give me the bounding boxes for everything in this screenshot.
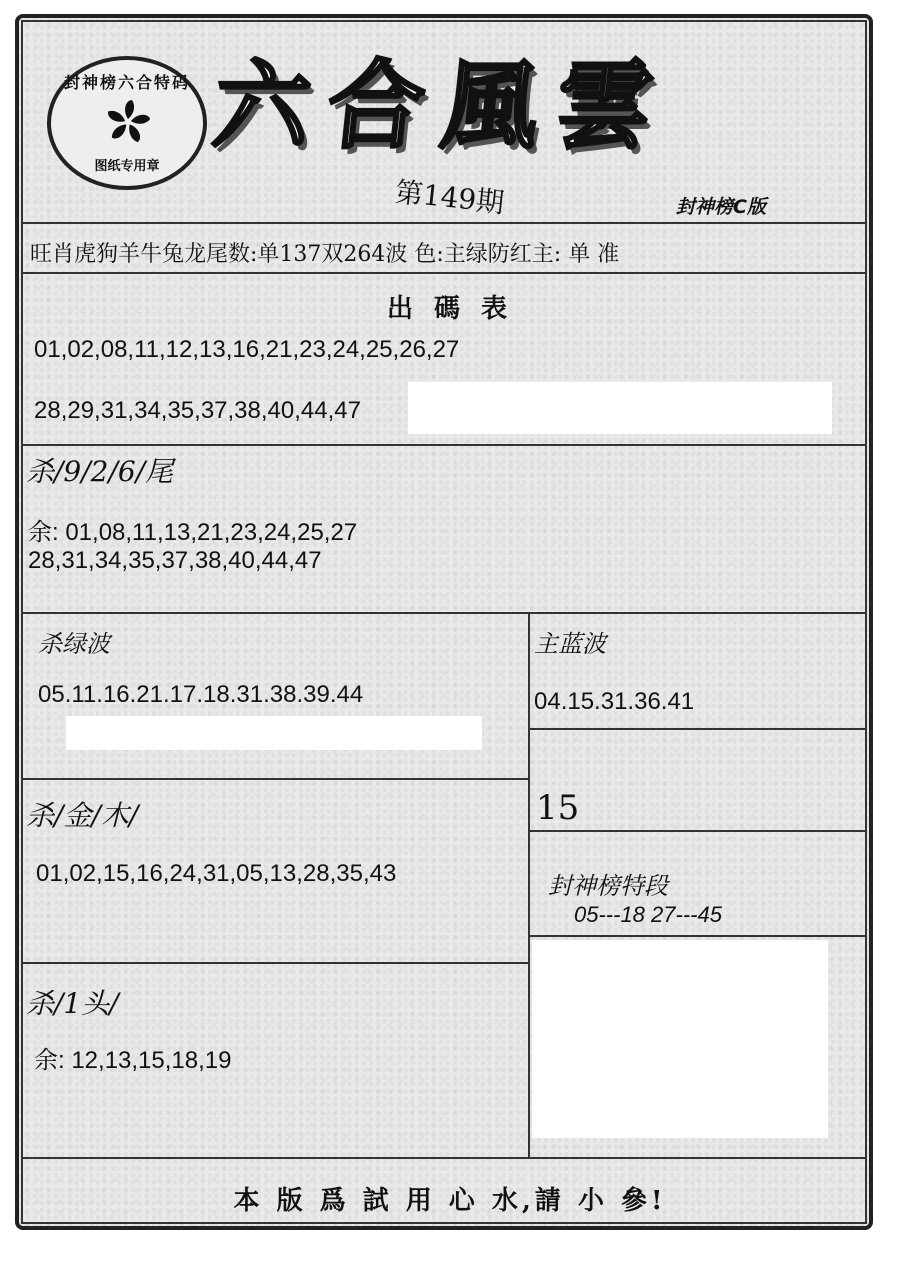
divider — [529, 830, 867, 832]
divider — [21, 1157, 867, 1159]
seal-ring-text: 封神榜六合特码 — [63, 73, 190, 92]
single-number: 15 — [536, 788, 580, 828]
kill-tail-line-2: 28,31,34,35,37,38,40,44,47 — [28, 547, 322, 574]
kill-element-numbers: 01,02,15,16,24,31,05,13,28,35,43 — [36, 860, 397, 887]
info-line: 旺肖虎狗羊牛兔龙尾数:单137双264波 色:主绿防红主: 单 准 — [30, 242, 620, 267]
special-segment-value: 05---18 27---45 — [574, 902, 722, 927]
main-blue-label: 主蓝波 — [534, 630, 606, 658]
chuma-line-2: 28,29,31,34,35,37,38,40,44,47 — [34, 397, 361, 424]
divider — [21, 962, 529, 964]
column-divider — [528, 612, 530, 1158]
chuma-line-1: 01,02,08,11,12,13,16,21,23,24,25,26,27 — [34, 336, 460, 363]
kill-head-label: 杀/1头/ — [26, 987, 119, 1020]
divider — [21, 444, 867, 446]
kill-green-numbers: 05.11.16.21.17.18.31.38.39.44 — [38, 681, 364, 708]
divider — [529, 728, 867, 730]
seal-stamp — [47, 56, 207, 190]
blank-area — [532, 940, 828, 1138]
divider — [21, 612, 867, 614]
chuma-heading: 出 碼 表 — [386, 294, 514, 324]
divider — [21, 778, 529, 780]
issue-number: 第149期 — [393, 175, 506, 220]
kill-head-numbers: 余: 12,13,15,18,19 — [34, 1047, 232, 1074]
special-segment-label: 封神榜特段 — [548, 872, 668, 900]
blank-area — [408, 382, 832, 434]
divider — [21, 222, 867, 224]
kill-element-label: 杀/金/木/ — [26, 799, 139, 832]
page-title: 六合風雲 — [208, 49, 677, 162]
bauhinia-icon — [103, 96, 153, 148]
main-blue-numbers: 04.15.31.36.41 — [534, 688, 695, 715]
kill-tail-label: 杀/9/2/6/尾 — [26, 455, 174, 488]
divider — [21, 272, 867, 274]
kill-tail-line-1: 余: 01,08,11,13,21,23,24,25,27 — [28, 519, 358, 546]
seal-bottom-text: 图纸专用章 — [94, 159, 160, 174]
edition-label: 封神榜C版 — [676, 196, 766, 218]
footer-note: 本 版 爲 試 用 心 水,請 小 參! — [233, 1186, 667, 1216]
kill-green-label: 杀绿波 — [38, 630, 110, 658]
blank-area — [66, 716, 482, 750]
divider — [529, 935, 867, 937]
